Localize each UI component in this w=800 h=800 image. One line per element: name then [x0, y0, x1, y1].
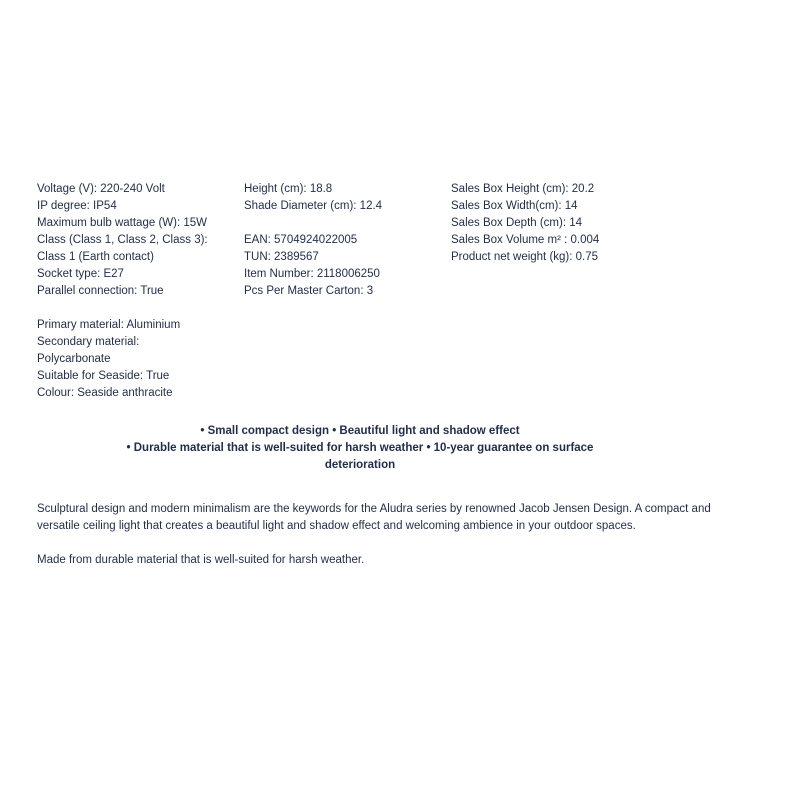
spec-secondary-material-value: Polycarbonate — [37, 353, 111, 365]
spec-tun: TUN: 2389567 — [244, 251, 319, 263]
feature-line: • Durable material that is well-suited for harsh weather • 10-year guarantee on surface — [126, 442, 594, 454]
description-paragraph: Sculptural design and modern minimalism are the keywords for the Aludra series by renowned Jacob Jensen Design. A compact and versatile ceiling light that creates a beautiful light and shadow effect and welcoming ambience in your outdoor spaces. — [37, 503, 711, 532]
description-paragraph: Made from durable material that is well-suited for harsh weather. — [37, 554, 365, 566]
spec-colour: Colour: Seaside anthracite — [37, 387, 173, 399]
spec-voltage: Voltage (V): 220-240 Volt — [37, 183, 165, 195]
feature-line: deterioration — [324, 459, 396, 471]
spec-sales-box-height: Sales Box Height (cm): 20.2 — [451, 183, 595, 195]
spec-ean: EAN: 5704924022005 — [244, 234, 358, 246]
spec-sales-box-volume: Sales Box Volume m² : 0.004 — [451, 234, 600, 246]
spec-column-dimensions-ids — [244, 181, 444, 300]
spec-pcs-per-carton: Pcs Per Master Carton: 3 — [244, 285, 374, 297]
spec-sales-box-depth: Sales Box Depth (cm): 14 — [451, 217, 583, 229]
spec-column-packaging — [451, 181, 711, 266]
spacer — [244, 215, 444, 232]
spec-ip-degree: IP degree: IP54 — [37, 200, 117, 212]
spec-suitable-seaside: Suitable for Seaside: True — [37, 370, 170, 382]
specifications — [37, 181, 737, 411]
spec-class-label: Class (Class 1, Class 2, Class 3): — [37, 234, 208, 246]
spec-max-bulb-wattage: Maximum bulb wattage (W): 15W — [37, 217, 207, 229]
spec-parallel-connection: Parallel connection: True — [37, 285, 164, 297]
spec-item-number: Item Number: 2118006250 — [244, 268, 380, 280]
spec-socket-type: Socket type: E27 — [37, 268, 124, 280]
spec-height: Height (cm): 18.8 — [244, 183, 333, 195]
spec-sales-box-width: Sales Box Width(cm): 14 — [451, 200, 578, 212]
spacer — [37, 300, 237, 317]
spec-shade-diameter: Shade Diameter (cm): 12.4 — [244, 200, 383, 212]
spec-primary-material: Primary material: Aluminium — [37, 319, 181, 331]
spec-column-electrical-materials — [37, 181, 237, 402]
spec-class-value: Class 1 (Earth contact) — [37, 251, 154, 263]
product-description — [37, 501, 717, 586]
feature-line: • Small compact design • Beautiful light and shadow effect — [200, 425, 520, 437]
feature-highlights — [0, 423, 720, 474]
spec-secondary-material-label: Secondary material: — [37, 336, 140, 348]
spec-product-net-weight: Product net weight (kg): 0.75 — [451, 251, 599, 263]
